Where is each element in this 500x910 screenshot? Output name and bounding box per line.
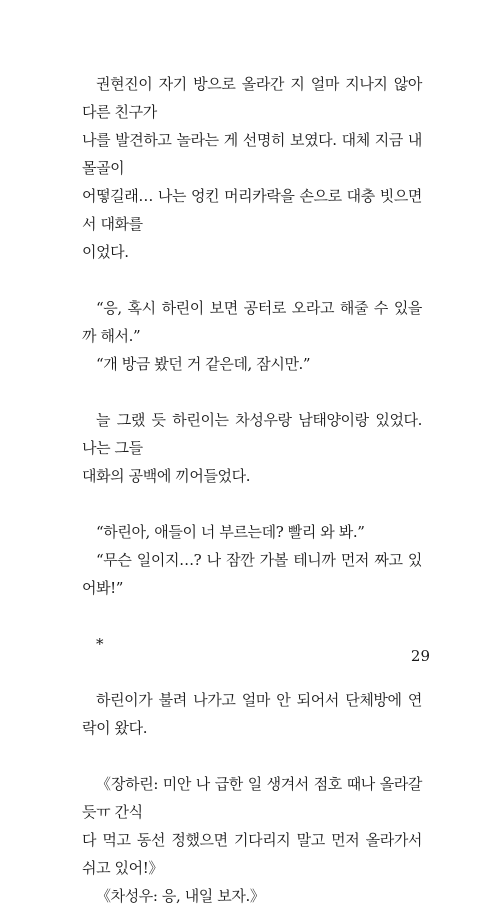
body-text <box>82 70 422 910</box>
dialogue-group-1 <box>82 294 422 378</box>
blank-line <box>82 490 422 518</box>
dialogue-line: “무슨 일이지…? 나 잠깐 가볼 테니까 먼저 짜고 있어봐!” <box>82 551 422 597</box>
blank-line <box>82 266 422 294</box>
blank-line <box>82 378 422 406</box>
text-line: 권현진이 자기 방으로 올라간 지 얼마 지나지 않아 다른 친구가 <box>82 75 422 121</box>
dialogue-line: “응, 혹시 하린이 보면 공터로 오라고 해줄 수 있을까 해서.” <box>82 299 422 345</box>
chat-messages <box>82 770 422 910</box>
dialogue-line: “개 방금 봤던 거 같은데, 잠시만.” <box>96 355 311 373</box>
text-line: 어떻길래… 나는 엉킨 머리카락을 손으로 대충 빗으면서 대화를 <box>82 187 422 233</box>
page-number: 29 <box>410 647 430 665</box>
chat-message-line: 다 먹고 동선 정했으면 기다리지 말고 먼저 올라가서 쉬고 있어!》 <box>82 831 422 877</box>
dialogue-group-2 <box>82 518 422 602</box>
paragraph-2 <box>82 406 422 490</box>
chat-message-line: 《장하린: 미안 나 급한 일 생겨서 점호 때나 올라갈 듯ㅠ 간식 <box>82 775 422 821</box>
chat-message-line: 《차성우: 응, 내일 보자.》 <box>96 887 265 905</box>
section-divider: * <box>96 635 104 653</box>
text-line: 늘 그랬 듯 하린이는 차성우랑 남태양이랑 있었다. 나는 그들 <box>82 411 422 457</box>
blank-line <box>82 658 422 686</box>
text-line: 하린이가 불려 나가고 얼마 안 되어서 단체방에 연락이 왔다. <box>82 691 422 737</box>
dialogue-line: “하린아, 애들이 너 부르는데? 빨리 와 봐.” <box>96 523 365 541</box>
blank-line <box>82 602 422 630</box>
text-line: 대화의 공백에 끼어들었다. <box>82 467 251 485</box>
blank-line <box>82 742 422 770</box>
paragraph-3 <box>82 686 422 742</box>
paragraph-1 <box>82 70 422 266</box>
text-line: 이었다. <box>82 243 129 261</box>
text-line: 나를 발견하고 놀라는 게 선명히 보였다. 대체 지금 내 몰골이 <box>82 131 422 177</box>
